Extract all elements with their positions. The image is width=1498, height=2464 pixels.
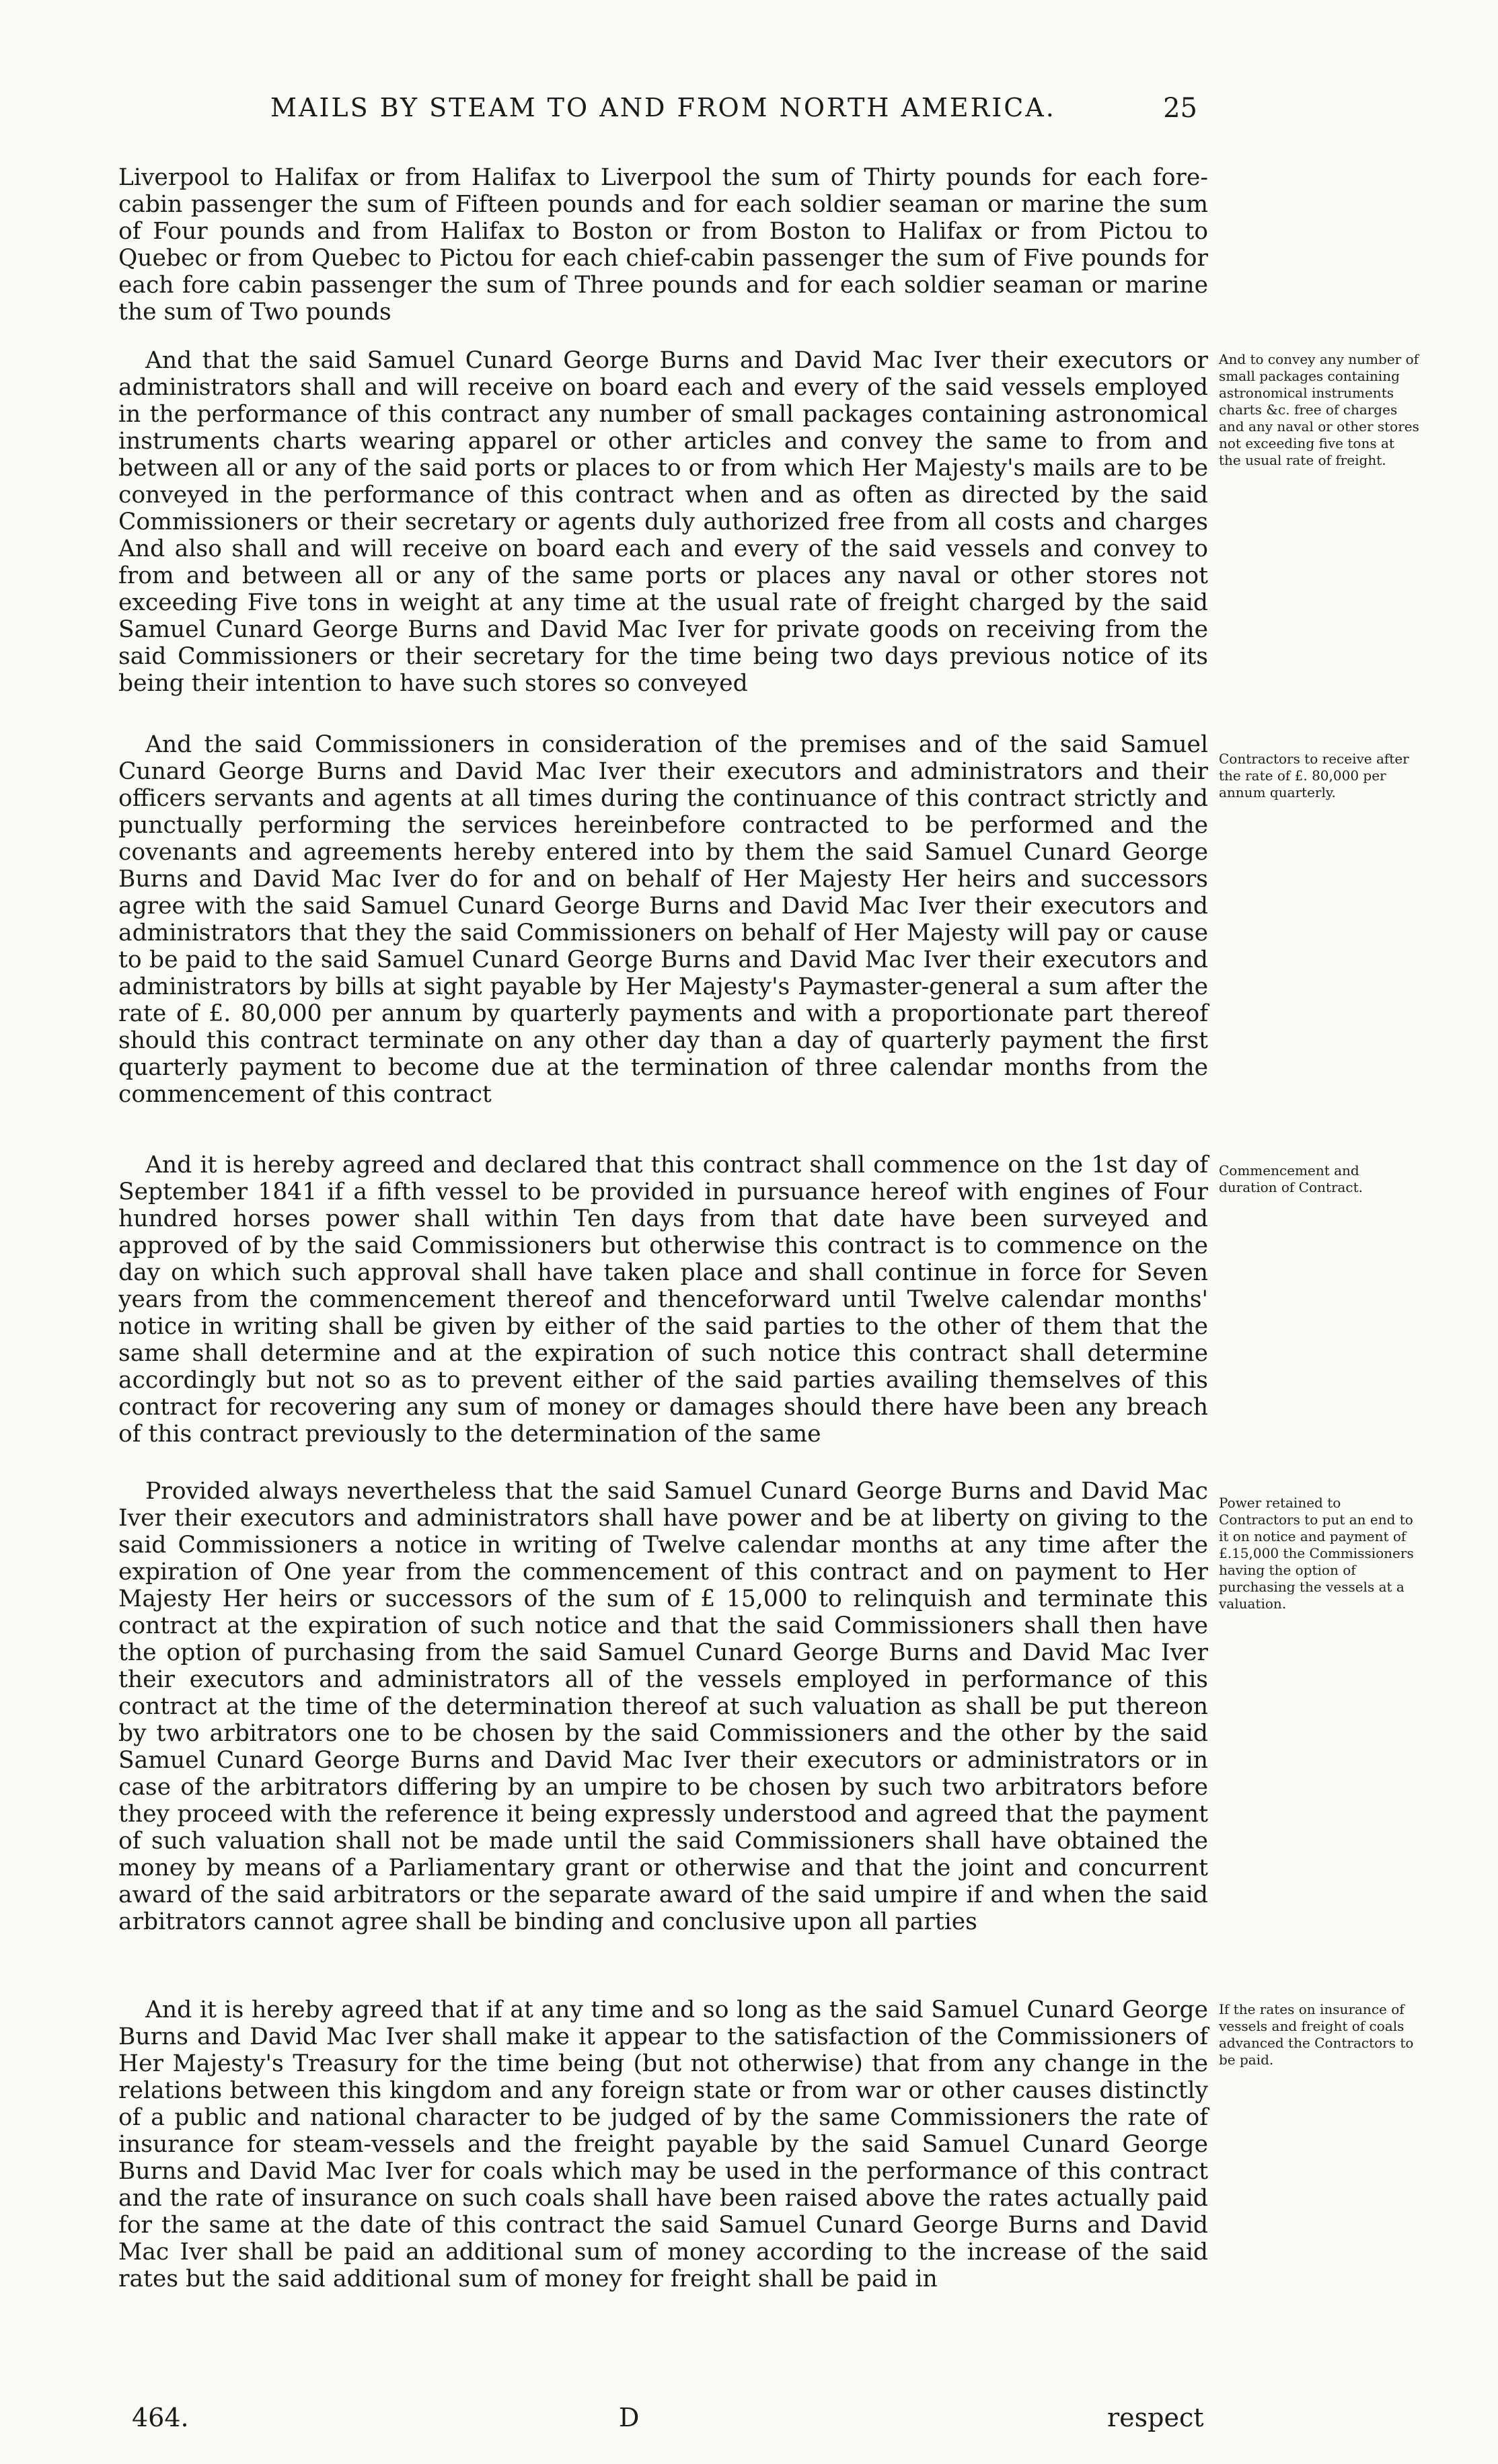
sheet-number: 464. [132, 2403, 189, 2432]
side-note-4: Power retained to Contractors to put an end to it on notice and payment of £.15,000 the Commissioners having the option of purchasing the vessels at a valuation. [1219, 1495, 1414, 1612]
paragraph-1 [118, 164, 1208, 326]
paragraph-text: And it is hereby agreed and declared that this contract shall commence on the 1st day of September 1841 if a fifth vessel to be provided in pursuance hereof with engines of Four hundred horses power shall within Ten days from that date have been surveyed and approved of by the said Commissioners but otherwise this contract is to commence on the day on which such approval shall have taken place and shall continue in force for Seven years from the commencement thereof and thenceforward until Twelve calendar months' notice in writing shall be given by either of the said parties to the other of them that the same shall determine and at the expiration of such notice this contract shall determine accordingly but not so as to prevent either of the said parties availing themselves of this contract for recovering any sum of money or damages should there have been any breach of this contract previously to the determination of the same [118, 1152, 1208, 1448]
side-note-3: Commencement and duration of Contract. [1219, 1162, 1363, 1195]
paragraph-4 [118, 1152, 1208, 1448]
paragraph-text: Provided always nevertheless that the said Samuel Cunard George Burns and David Mac Iver their executors and administrators shall have power and be at liberty on giving to the said Commissioners a notice in writing of Twelve calendar months at any time after the expiration of One year from the commencement of this contract and on payment to Her Majesty Her heirs or successors of the sum of £ 15,000 to relinquish and terminate this contract at the expiration of such notice and that the said Commissioners shall then have the option of purchasing from the said Samuel Cunard George Burns and David Mac Iver their executors and administrators all of the vessels employed in performance of this contract at the time of the determination thereof at such valuation as shall be put thereon by two arbitrators one to be chosen by the said Commissioners and the other by the said Samuel Cunard George Burns and David Mac Iver their executors or administrators or in case of the arbitrators differing by an umpire to be chosen by such two arbitrators before they proceed with the reference it being expressly understood and agreed that the payment of such valuation shall not be made until the said Commissioners shall have obtained the money by means of a Parliamentary grant or otherwise and that the joint and concurrent award of the said arbitrators or the separate award of the said umpire if and when the said arbitrators cannot agree shall be binding and conclusive upon all parties [118, 1478, 1208, 1935]
paragraph-2 [118, 347, 1208, 697]
catchword: respect [1107, 2403, 1204, 2432]
running-header [121, 93, 1197, 140]
paragraph-text: Liverpool to Halifax or from Halifax to Liverpool the sum of Thirty pounds for each fore-cabin passenger the sum of Fifteen pounds and for each soldier seaman or marine the sum of Four pounds and from Halifax to Boston or from Boston to Halifax or from Pictou to Quebec or from Quebec to Pictou for each chief-cabin passenger the sum of Five pounds for each fore cabin passenger the sum of Three pounds and for each soldier seaman or marine the sum of Two pounds [118, 164, 1208, 326]
paragraph-text: And that the said Samuel Cunard George Burns and David Mac Iver their executors or administrators shall and will receive on board each and every of the said vessels employed in the performance of this contract any number of small packages containing astronomical instruments charts wearing apparel or other articles and convey the same to from and between all or any of the said ports or places to or from which Her Majesty's mails are to be conveyed in the performance of this contract when and as often as directed by the said Commissioners or their secretary or agents duly authorized free from all costs and charges And also shall and will receive on board each and every of the said vessels and convey to from and between all or any of the same ports or places any naval or other stores not exceeding Five tons in weight at any time at the usual rate of freight charged by the said Samuel Cunard George Burns and David Mac Iver for private goods on receiving from the said Commissioners or their secretary for the time being two days previous notice of its being their intention to have such stores so conveyed [118, 347, 1208, 697]
side-note-2: Contractors to receive after the rate of £. 80,000 per annum quarterly. [1219, 751, 1409, 800]
paragraph-6 [118, 1996, 1208, 2292]
paragraph-3 [118, 731, 1208, 1108]
paragraph-text: And it is hereby agreed that if at any time and so long as the said Samuel Cunard George Burns and David Mac Iver shall make it appear to the satisfaction of the Commissioners of Her Majesty's Treasury for the time being (but not otherwise) that from any change in the relations between this kingdom and any foreign state or from war or other causes distinctly of a public and national character to be judged of by the same Commissioners the rate of insurance for steam-vessels and the freight payable by the said Samuel Cunard George Burns and David Mac Iver for coals which may be used in the performance of this contract and the rate of insurance on such coals shall have been raised above the rates actually paid for the same at the date of this contract the said Samuel Cunard George Burns and David Mac Iver shall be paid an additional sum of money according to the increase of the said rates but the said additional sum of money for freight shall be paid in [118, 1996, 1208, 2292]
paragraph-5 [118, 1478, 1208, 1935]
paragraph-text: And the said Commissioners in consideration of the premises and of the said Samuel Cunard George Burns and David Mac Iver their executors and administrators and their officers servants and agents at all times during the continuance of this contract strictly and punctually performing the services hereinbefore contracted to be performed and the covenants and agreements hereby entered into by them the said Samuel Cunard George Burns and David Mac Iver do for and on behalf of Her Majesty Her heirs and successors agree with the said Samuel Cunard George Burns and David Mac Iver their executors and administrators that they the said Commissioners on behalf of Her Majesty will pay or cause to be paid to the said Samuel Cunard George Burns and David Mac Iver their executors and administrators by bills at sight payable by Her Majesty's Paymaster-general a sum after the rate of £. 80,000 per annum by quarterly payments and with a proportionate part thereof should this contract terminate on any other day than a day of quarterly payment the first quarterly payment to become due at the termination of three calendar months from the commencement of this contract [118, 731, 1208, 1108]
side-note-1: And to convey any number of small packages containing astronomical instruments charts &c. free of charges and any naval or other stores not exceeding five tons at the usual rate of freight. [1219, 351, 1419, 468]
page-title: MAILS BY STEAM TO AND FROM NORTH AMERICA. [270, 93, 1056, 122]
page-number: 25 [1163, 93, 1197, 124]
signature-letter: D [619, 2403, 640, 2432]
side-note-5: If the rates on insurance of vessels and freight of coals advanced the Contractors to be paid. [1219, 2001, 1414, 2068]
